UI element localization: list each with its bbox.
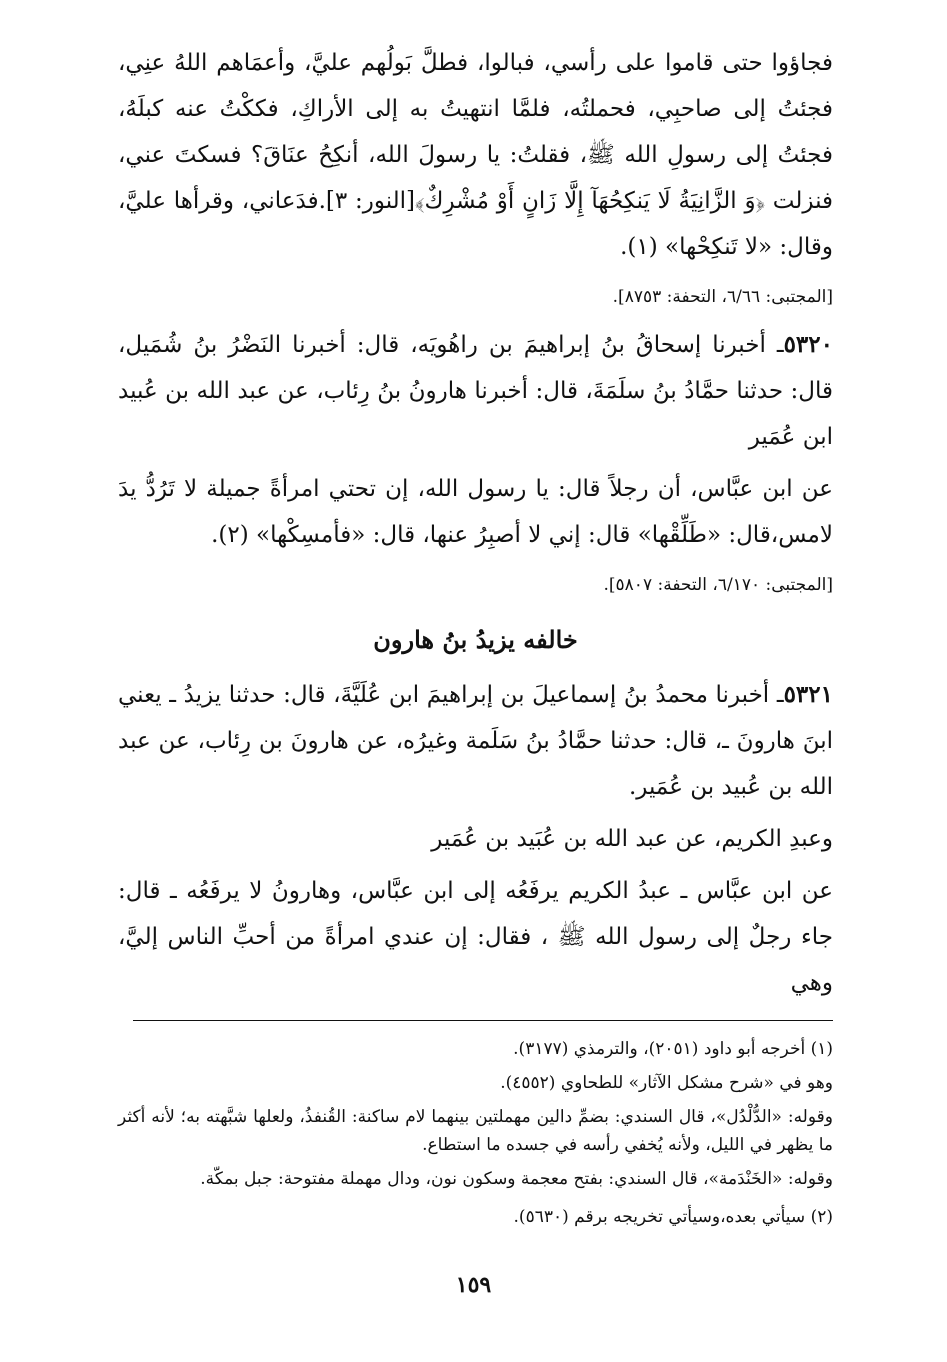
section-heading: خالفه يزيدُ بنُ هارون [373,625,578,654]
hadith-chain-text: ـ أخبرنا إسحاقُ بنُ إبراهيمَ بن راهُويَه، قال: أخبرنا النَضْرُ بنُ شُمَيل، قال: حدثنا حمَّادُ بنُ سلَمَةَ، قال: أخبرنا هارونُ بنُ رِئاب، عن عبد الله بن عُبيد ابن عُمَير [118,332,833,450]
footnote-item: وهو في «شرح مشكل الآثار» للطحاوي (٤٥٥٢). [500,1073,833,1093]
footnote-item: (١) أخرجه أبو داود (٢٠٥١)، والترمذي (٣١٧٧). [513,1039,833,1059]
hadith-5321-chain [118,672,833,810]
footnote-item: وقوله: «الخَنْدَمة»، قال السندي: بفتح معجمة وسكون نون، ودال مهملة مفتوحة: جبل بمكّة. [200,1169,833,1189]
hadith-5320-text: عن ابن عبَّاس، أن رجلاً قال: يا رسول الله، إن تحتي امرأةً جميلة لا تَرُدُّ يدَ لامس،قال: «طَلِّقْها» قال: إني لا أصبِرُ عنها، قال: «فأمسِكْها» (٢). [118,476,833,548]
footnotes [118,1035,833,1231]
hadith-5321-text: عن ابن عبَّاس ـ عبدُ الكريم يرفَعُه إلى ابن عبَّاس، وهارونُ لا يرفَعُه ـ قال: جاء رجلٌ إلى رسول الله ﷺ ، فقال: إن عندي امرأةً من أحبِّ الناس إليَّ، وهي [118,878,833,996]
page-content [118,40,833,1237]
reference-note-1: [المجتبى: ٦/٦٦، التحفة: ٨٧٥٣]. [612,287,833,307]
footnote-item: وقوله: «الدُّلْدُل»، قال السندي: بضمِّ دالين مهملتين بينهما لام ساكنة: القُنفذُ، ولعلها شبَّهته به؛ لأنه أكثر ما يظهر في الليل، ولأنه يُخفي رأسه في جسده ما استطاع. [118,1107,833,1155]
footnote-divider [133,1020,833,1021]
hadith-chain-text: ـ أخبرنا محمدُ بنُ إسماعيلَ بن إبراهيمَ ابن عُلَيَّةَ، قال: حدثنا يزيدُ ـ يعني ابنَ هارونَ ـ، قال: حدثنا حمَّادُ بنُ سَلَمة وغيرُه، عن هارونَ بن رِئاب، عن عبد الله بن عُبيد بن عُمَير. [118,682,833,800]
hadith-5320-chain [118,322,833,460]
footnote-item: (٢) سيأتي بعده،وسيأتي تخريجه برقم (٥٦٣٠). [513,1207,833,1227]
reference-note-2: [المجتبى: ٦/١٧٠، التحفة: ٥٨٠٧]. [603,575,833,595]
hadith-number: ٥٣٢٠ [783,331,833,358]
hadith-number: ٥٣٢١ [783,681,833,708]
hadith-5321-chain-2: وعبدِ الكريم، عن عبد الله بن عُبَيد بن عُمَير [431,826,833,852]
page-number: ١٥٩ [455,1272,492,1298]
body-paragraph-top: فجاؤوا حتى قاموا على رأسي، فبالوا، فطلَّ بَولُهم عليَّ، وأعمَاهم اللهُ عنِي، فجئتُ إلى صاحبِي، فحملتُه، فلمَّا انتهيتُ به إلى الأراكِ، فككْتُ عنه كبلَهُ، فجئتُ إلى رسولِ الله ﷺ، فقلتُ: يا رسولَ الله، أنكِحُ عنَاقَ؟ فسكتَ عني، فنزلت ﴿وَ الزَّانِيَةُ لَا يَنكِحُهَآ إِلَّا زَانٍ أَوْ مُشْرِكٌ﴾[النور: ٣].فدَعاني، وقرأها عليَّ، وقال: «لا تَنكِحْها» (١). [118,50,834,260]
